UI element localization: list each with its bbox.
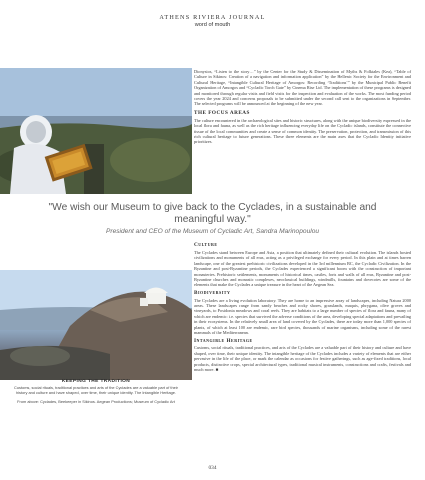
- island-illustration: [0, 270, 192, 380]
- photo-caption: [14, 379, 178, 405]
- section-label: word of mouth: [194, 22, 231, 28]
- beekeeper-photo: [0, 68, 192, 194]
- biodiversity-paragraph: The Cyclades are a living evolution laboratory. They are home to an impressive array of landscapes, including Natura 2000 areas. These landscapes range from sandy beaches and rocky shores, grasslands, maquis, phrygana, olive groves and vineyards, to Posidonia meadows and coral reefs. They are habitats to a large number of species of flora and fauna, many of which are endemic: i.e. species that survived the adverse conditions of the area, developing special adaptations and prevailing in their ecosystems. In the relatively small area of land covered by the Cyclades, there are today more than 1,000 species of plants, of which at least 100 are endemic, rare bird species, thousands of marine organisms, including some of the rarest mammals of the Mediterranean.: [194, 297, 411, 336]
- focus-heading: THE FOCUS AREAS: [194, 109, 250, 116]
- quote-text: "We wish our Museum to give back to the Cyclades, in a sustainable and meaningful way.": [48, 202, 377, 226]
- page-header: [0, 14, 425, 28]
- culture-column: [194, 243, 411, 372]
- caption-heading: KEEPING THE TRADITION: [61, 379, 131, 384]
- caption-text: Customs, social rituals, traditional practices and arts of the Cyclades are a valuable part of their history and culture and have shaped, over time, their unique identity. The Intangible Heritage.: [14, 385, 178, 395]
- intro-paragraph: Dionysios, “Listen to the story…” by the Center for the Study & Dissemination of Myths & Folktales (Kea), “Table of Culture in Sikinos: Creation of a navigation and information application” by the Hellenic Society for the Environment and Cultural Heritage, “Intangible Cultural Heritage of Amorgos: Recording ‘Traditions’” by the Municipal Public Benefit Organization of Amorgos and “Cycladic Torch Gate” by Cinema Rise Ltd. The implementation of these programs is designed and monitored through regular visits and field visits for the inspection and evaluation of the works. The most funding period covers the year 2024 and concerns proposals to be submitted under the second call sent to the organizations in September. The selected programs will be announced at the beginning of the new year.: [194, 69, 411, 107]
- culture-paragraph: The Cyclades stand between Europe and Asia, a position that ultimately defined their cultural evolution. The islands hosted civilizations and monuments of all eras, acting as a privileged exchange for every period. In this plain and at times barren landscape, one of the greatest prehistoric civilizations developed in the 3rd millennium BC, the Cycladic Civilization. In the Byzantine and post-Byzantine periods, the Cyclades experienced a significant boom with the construction of important monasteries. Prehistoric settlements, monuments of historical times, castles, forts and walls of all eras, Byzantine and post-Byzantine churches and monastic complexes, neoclassical buildings, windmills, fountains and dovecotes are some of the elements that make the Cyclades a unique treasure in the heart of the Aegean Sea.: [194, 249, 411, 288]
- culture-heading: Culture: [194, 242, 218, 248]
- quote-attribution: President and CEO of the Museum of Cycladic Art, Sandra Marinopoulou: [105, 228, 320, 236]
- intangible-paragraph: [194, 345, 411, 372]
- intro-column: [194, 69, 411, 145]
- beekeeper-illustration: [0, 68, 192, 194]
- intangible-heading: Intangible Heritage: [194, 337, 253, 344]
- biodiversity-heading: Biodiversity: [194, 289, 231, 296]
- island-photo: [0, 270, 192, 380]
- end-mark-icon: ■: [215, 367, 219, 373]
- focus-paragraph: The culture encountered in the archaeological sites and historic structures, along with the unique biodiversity expressed in the local flora and fauna, as well as the rich heritage influencing everyday life on the Cycladic islands, constitute the connective tissue of the local communities and create a sense of common identity. The preservation, protection, and transmission of this rich cultural heritage to future generations. These three elements are the main axes that the Cycladic Identity initiative prioritizes.: [194, 117, 411, 145]
- page-number: 034: [208, 465, 217, 471]
- intangible-text: Customs, social rituals, traditional practices, and arts of the Cyclades are a valuable part of their history and culture and have shaped, over time, their unique identity. The intangible heritage of the Cyclades includes a variety of elements that are either pervasive in the life of the place, or mark the calendar as occasions for festive gatherings, such as age-fixed traditions, local products, distinctive crops, special architectural types, traditional musical instruments, constructions and crafts, festivals and much more.: [194, 345, 411, 373]
- pull-quote: [30, 202, 395, 235]
- publication-title: ATHENS RIVIERA JOURNAL: [159, 14, 266, 21]
- caption-credit: From above: Cyclades, Beekeeper in Sikinos. Aegean Productions; Museum of Cycladic Art: [17, 398, 175, 404]
